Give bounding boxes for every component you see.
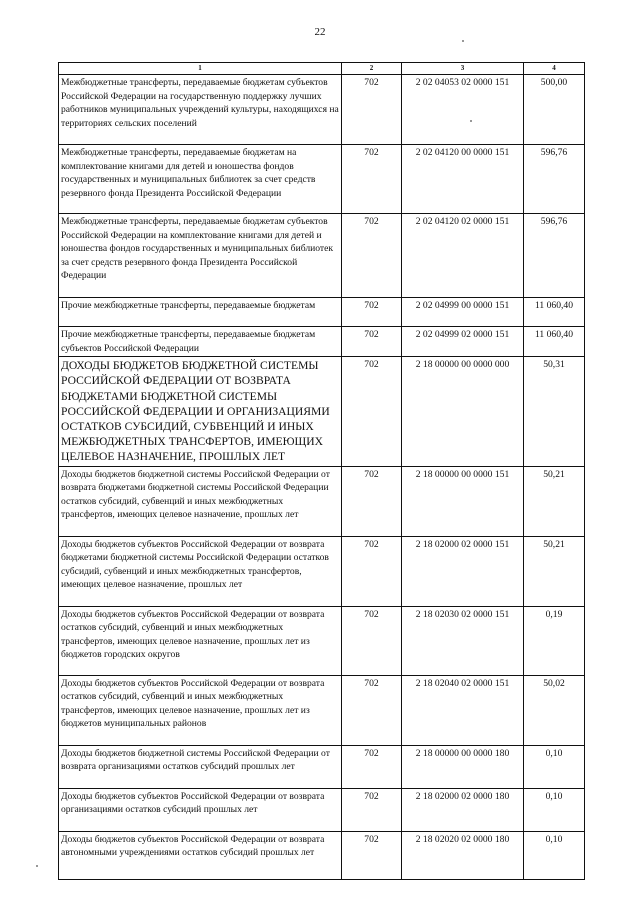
admin-code: 702 [342, 357, 402, 466]
table-row [59, 831, 585, 879]
table-row [59, 145, 585, 214]
table-row [59, 466, 585, 536]
budget-classification-code: 2 18 02020 02 0000 180 [402, 831, 524, 879]
table-row [59, 675, 585, 745]
amount: 0,10 [524, 745, 585, 788]
table-row [59, 788, 585, 831]
item-name: Доходы бюджетов субъектов Российской Федерации от возврата остатков субсидий, субвенций и иных межбюджетных трансфертов, имеющих целевое назначение, прошлых лет из бюджетов городских округов [59, 606, 342, 675]
table-row [59, 606, 585, 675]
scan-speck [36, 865, 38, 867]
item-name: Доходы бюджетов субъектов Российской Федерации от возврата остатков субсидий, субвенций и иных межбюджетных трансфертов, имеющих целевое назначение, прошлых лет из бюджетов муниципальных районов [59, 675, 342, 745]
amount: 50,31 [524, 357, 585, 466]
amount: 50,02 [524, 675, 585, 745]
amount: 0,10 [524, 831, 585, 879]
item-name: Межбюджетные трансферты, передаваемые бюджетам субъектов Российской Федерации на государственную поддержку лучших работников муниципальных учреждений культуры, находящихся на территориях сельских поселений [59, 75, 342, 145]
budget-classification-code: 2 18 00000 00 0000 000 [402, 357, 524, 466]
admin-code: 702 [342, 831, 402, 879]
item-name: Доходы бюджетов бюджетной системы Российской Федерации от возврата организациями остатков субсидий прошлых лет [59, 745, 342, 788]
item-name: Доходы бюджетов субъектов Российской Федерации от возврата организациями остатков субсидий прошлых лет [59, 788, 342, 831]
page-number: 22 [314, 26, 326, 38]
amount: 50,21 [524, 466, 585, 536]
budget-classification-code: 2 02 04053 02 0000 151 [402, 75, 524, 145]
item-name: Прочие межбюджетные трансферты, передаваемые бюджетам субъектов Российской Федерации [59, 327, 342, 357]
item-name: Межбюджетные трансферты, передаваемые бюджетам субъектов Российской Федерации на комплектование книгами для детей и юношества фондов государственных и муниципальных библиотек за счет средств резервного фонда Президента Российской Федерации [59, 214, 342, 298]
budget-classification-code: 2 18 02000 02 0000 151 [402, 536, 524, 606]
budget-classification-code: 2 02 04120 02 0000 151 [402, 214, 524, 298]
amount: 500,00 [524, 75, 585, 145]
item-name: Доходы бюджетов бюджетной системы Российской Федерации от возврата бюджетами бюджетной системы Российской Федерации остатков субсидий, субвенций и иных межбюджетных трансфертов, имеющих целевое назначение, прошлых лет [59, 466, 342, 536]
admin-code: 702 [342, 536, 402, 606]
item-name: Доходы бюджетов субъектов Российской Федерации от возврата автономными учреждениями остатков субсидий прошлых лет [59, 831, 342, 879]
revenue-table [58, 62, 585, 880]
budget-classification-code: 2 02 04999 02 0000 151 [402, 327, 524, 357]
admin-code: 702 [342, 745, 402, 788]
budget-classification-code: 2 02 04120 00 0000 151 [402, 145, 524, 214]
table-row [59, 536, 585, 606]
amount: 0,10 [524, 788, 585, 831]
item-name: Прочие межбюджетные трансферты, передаваемые бюджетам [59, 298, 342, 327]
amount: 50,21 [524, 536, 585, 606]
header-cell-3: 3 [402, 63, 524, 75]
amount: 596,76 [524, 214, 585, 298]
item-name: ДОХОДЫ БЮДЖЕТОВ БЮДЖЕТНОЙ СИСТЕМЫ РОССИЙСКОЙ ФЕДЕРАЦИИ ОТ ВОЗВРАТА БЮДЖЕТАМИ БЮДЖЕТНОЙ СИСТЕМЫ РОССИЙСКОЙ ФЕДЕРАЦИИ И ОРГАНИЗАЦИЯМИ ОСТАТКОВ СУБСИДИЙ, СУБВЕНЦИЙ И ИНЫХ МЕЖБЮДЖЕТНЫХ ТРАНСФЕРТОВ, ИМЕЮЩИХ ЦЕЛЕВОЕ НАЗНАЧЕНИЕ, ПРОШЛЫХ ЛЕТ [59, 357, 342, 466]
item-name: Доходы бюджетов субъектов Российской Федерации от возврата бюджетами бюджетной системы Российской Федерации остатков субсидий, субвенций и иных межбюджетных трансфертов, имеющих целевое назначение, прошлых лет [59, 536, 342, 606]
admin-code: 702 [342, 327, 402, 357]
amount: 0,19 [524, 606, 585, 675]
admin-code: 702 [342, 298, 402, 327]
admin-code: 702 [342, 675, 402, 745]
table-header-row [59, 63, 585, 75]
admin-code: 702 [342, 75, 402, 145]
table-row [59, 745, 585, 788]
admin-code: 702 [342, 606, 402, 675]
table-row [59, 298, 585, 327]
table-row [59, 214, 585, 298]
header-cell-1: 1 [59, 63, 342, 75]
amount: 11 060,40 [524, 327, 585, 357]
admin-code: 702 [342, 466, 402, 536]
budget-classification-code: 2 18 02030 02 0000 151 [402, 606, 524, 675]
table-row [59, 327, 585, 357]
header-cell-2: 2 [342, 63, 402, 75]
amount: 11 060,40 [524, 298, 585, 327]
table-row [59, 75, 585, 145]
budget-classification-code: 2 18 02040 02 0000 151 [402, 675, 524, 745]
amount: 596,76 [524, 145, 585, 214]
admin-code: 702 [342, 788, 402, 831]
budget-classification-code: 2 18 02000 02 0000 180 [402, 788, 524, 831]
admin-code: 702 [342, 214, 402, 298]
header-cell-4: 4 [524, 63, 585, 75]
item-name: Межбюджетные трансферты, передаваемые бюджетам на комплектование книгами для детей и юношества фондов государственных и муниципальных библиотек за счет средств резервного фонда Президента Российской Федерации [59, 145, 342, 214]
table-row [59, 357, 585, 466]
budget-classification-code: 2 18 00000 00 0000 180 [402, 745, 524, 788]
budget-classification-code: 2 02 04999 00 0000 151 [402, 298, 524, 327]
scan-speck [462, 40, 464, 42]
admin-code: 702 [342, 145, 402, 214]
budget-classification-code: 2 18 00000 00 0000 151 [402, 466, 524, 536]
